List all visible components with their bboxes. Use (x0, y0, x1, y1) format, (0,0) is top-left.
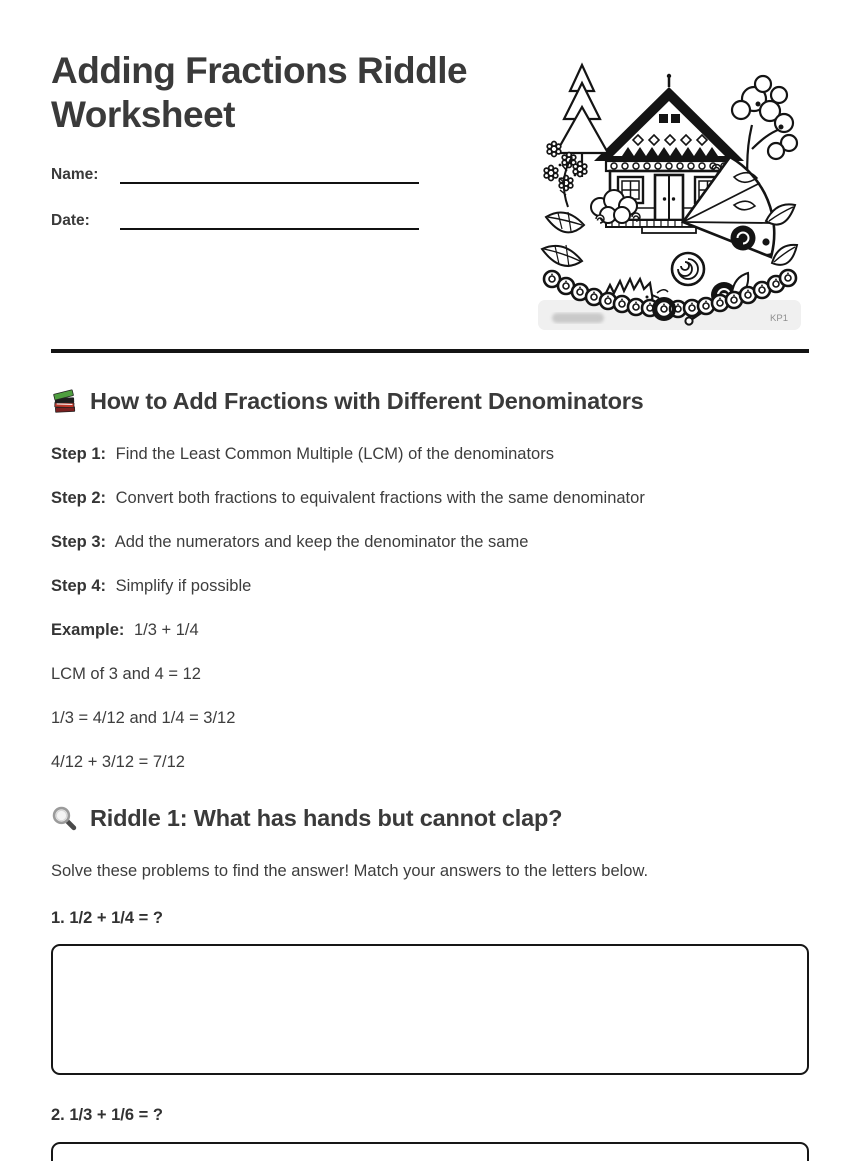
date-label: Date: (51, 212, 90, 230)
answer-box-2[interactable] (51, 1142, 809, 1161)
step-1 (51, 445, 809, 464)
howto-heading-text: How to Add Fractions with Different Denominators (90, 388, 644, 414)
step-1-label: Step 1: (51, 445, 107, 463)
riddle-section-heading (51, 805, 809, 832)
cottage-coloring-illustration (538, 57, 801, 330)
step-2-text: Convert both fractions to equivalent fractions with the same denominator (115, 488, 645, 507)
blurred-watermark (552, 313, 604, 323)
name-label: Name: (51, 166, 99, 184)
section-divider (51, 349, 809, 353)
name-input-line[interactable] (120, 164, 419, 184)
example-line (51, 621, 809, 640)
step-1-text: Find the Least Common Multiple (LCM) of the denominators (115, 445, 554, 463)
step-4 (51, 577, 809, 596)
step-2 (51, 489, 809, 508)
step-3-label: Step 3: (51, 532, 107, 551)
page-title: Adding Fractions Riddle Worksheet (51, 50, 468, 136)
step-4-label: Step 4: (51, 576, 107, 595)
date-input-line[interactable] (120, 210, 419, 230)
spiral-snail (672, 253, 704, 285)
problem-2-label: 2. 1/3 + 1/6 = ? (51, 1106, 163, 1125)
problem-1-label: 1. 1/2 + 1/4 = ? (51, 908, 163, 927)
example-work-2: 1/3 = 4/12 and 1/4 = 3/12 (51, 708, 236, 727)
riddle-instructions: Solve these problems to find the answer! Match your answers to the letters below. (51, 861, 649, 880)
step-3 (51, 533, 809, 552)
answer-box-1[interactable] (51, 944, 809, 1075)
illustration-watermark-text: KP1 (770, 313, 788, 324)
example-label: Example: (51, 620, 125, 639)
worksheet-header (51, 0, 809, 349)
step-2-label: Step 2: (51, 488, 107, 507)
example-text: 1/3 + 1/4 (133, 620, 199, 639)
riddle-heading-text: Riddle 1: What has hands but cannot clap? (90, 804, 563, 831)
example-work-1: LCM of 3 and 4 = 12 (51, 664, 201, 683)
books-icon (51, 388, 78, 415)
howto-section-heading (51, 388, 809, 415)
magnifying-glass-icon (51, 805, 78, 832)
example-work-3: 4/12 + 3/12 = 7/12 (51, 752, 185, 771)
step-4-text: Simplify if possible (115, 576, 252, 595)
step-3-text: Add the numerators and keep the denominator the same (114, 532, 529, 551)
